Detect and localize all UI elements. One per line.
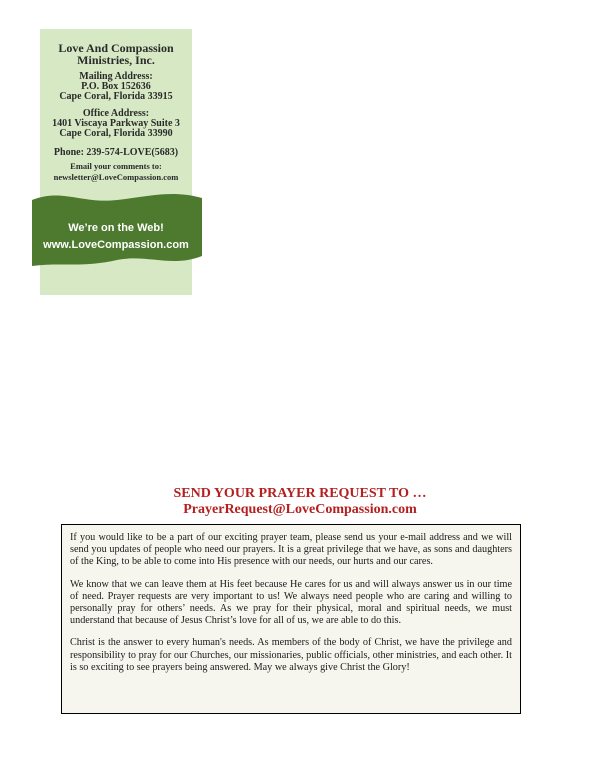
org-name-line1: Love And Compassion <box>58 41 174 55</box>
mailing-address-line1: P.O. Box 152636 <box>81 81 151 92</box>
contact-sidebar <box>40 29 192 295</box>
prayer-request-email-link[interactable]: PrayerRequest@LoveCompassion.com <box>183 502 417 517</box>
office-address-title: Office Address: <box>82 108 150 119</box>
website-link[interactable]: www.LoveCompassion.com <box>43 239 189 251</box>
prayer-paragraph-3: Christ is the answer to every human's needs. As members of the body of Christ, we have the privilege and responsibility to pray for our Churches, our missionaries, public officials, other ministries, and each other. It is so exciting to see prayers being answered. May we always give Christ the Glory! <box>70 637 512 673</box>
email-contact <box>40 161 192 183</box>
mailing-address-title: Mailing Address: <box>79 71 153 82</box>
prayer-paragraph-2: We know that we can leave them at His feet because He cares for us and will always answer us in our time of need. Prayer requests are very important to us! We always need people who are caring and willing to personally pray for others’ needs. As we pray for their physical, moral and spiritual needs, we must understand that because of Jesus Christ’s love for all of us, we are able to do this. <box>70 578 512 627</box>
prayer-request-heading: SEND YOUR PRAYER REQUEST TO … <box>173 486 427 501</box>
mailing-address-line2: Cape Coral, Florida 33915 <box>59 91 173 102</box>
org-name-line2: Ministries, Inc. <box>77 53 155 67</box>
office-address-line2: Cape Coral, Florida 33990 <box>59 128 173 139</box>
office-address-line1: 1401 Viscaya Parkway Suite 3 <box>52 118 180 129</box>
prayer-paragraph-1: If you would like to be a part of our exciting prayer team, please send us your e-mail address and we will send you updates of people who need our prayers. It is a great privilege that we have, as sons and daughters of the King, to be able to come into His presence with our needs, our hurts and our cares. <box>70 532 512 568</box>
office-address <box>40 109 192 139</box>
organization-name <box>40 42 192 66</box>
phone-number: Phone: 239-574-LOVE(5683) <box>53 147 179 158</box>
newsletter-email-link[interactable]: newsletter@LoveCompassion.com <box>53 172 179 182</box>
prayer-info-box <box>61 524 521 714</box>
mailing-address <box>40 72 192 102</box>
web-banner-heading: We’re on the Web! <box>68 222 164 234</box>
email-prompt: Email your comments to: <box>70 161 162 171</box>
